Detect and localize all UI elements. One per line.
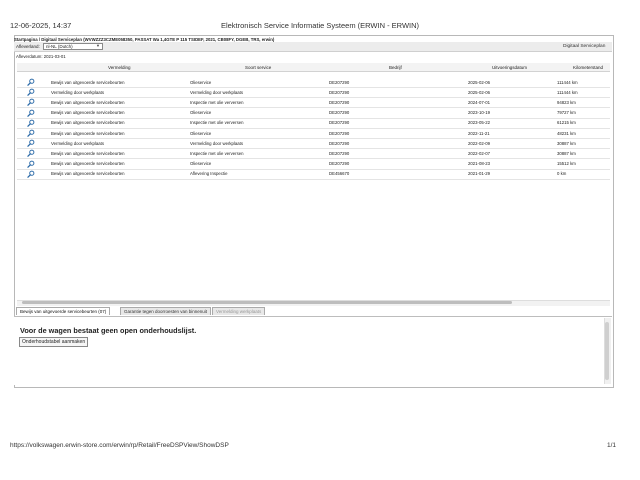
cell-vermelding: Vermelding door werkplaats — [51, 140, 105, 146]
magnifier-icon[interactable] — [27, 129, 35, 137]
cell-soort-service: Vermelding door werkplaats — [190, 140, 244, 146]
cell-vermelding: Vermelding door werkplaats — [51, 89, 105, 95]
cell-kilometerstand: 30887 km — [557, 140, 576, 146]
cell-uitvoeringsdatum: 2023-10-19 — [468, 110, 490, 116]
delivery-date: Afleverdatum: 2021-03-01 — [16, 54, 66, 59]
magnifier-icon[interactable] — [27, 139, 35, 147]
market-select[interactable]: nl-NL (Dutch) — [43, 43, 103, 50]
cell-uitvoeringsdatum: 2025-02-06 — [468, 79, 490, 85]
cell-kilometerstand: 79727 km — [557, 110, 576, 116]
magnifier-icon[interactable] — [27, 170, 35, 178]
cell-uitvoeringsdatum: 2022-02-09 — [468, 140, 490, 146]
cell-soort-service: Olieservice — [190, 110, 212, 116]
toolbar — [14, 42, 612, 52]
cell-soort-service: Inspectie met olie verversen — [190, 150, 244, 156]
cell-bedrijf: DE456670 — [329, 171, 350, 177]
column-header-uitvoeringsdatum[interactable]: Uitvoeringsdatum — [492, 64, 528, 70]
cell-uitvoeringsdatum: 2021-01-29 — [468, 171, 490, 177]
magnifier-icon[interactable] — [27, 78, 35, 86]
cell-vermelding: Bewijs van uitgevoerde servicebeurten — [51, 130, 125, 136]
cell-uitvoeringsdatum: 2023-05-22 — [468, 120, 490, 126]
cell-uitvoeringsdatum: 2024-07-01 — [468, 99, 490, 105]
cell-soort-service: Inspectie met olie verversen — [190, 99, 244, 105]
chevron-down-icon[interactable]: ▼ — [96, 43, 100, 48]
cell-uitvoeringsdatum: 2021-08-23 — [468, 161, 490, 167]
tab-rust-warranty[interactable]: Garantie tegen doorroesten van binnenuit — [120, 307, 211, 315]
cell-vermelding: Bewijs van uitgevoerde servicebeurten — [51, 161, 125, 167]
cell-vermelding: Bewijs van uitgevoerde servicebeurten — [51, 99, 125, 105]
column-header-soort-service[interactable]: Soort service — [245, 64, 272, 70]
cell-soort-service: Aflevering Inspectie — [190, 171, 228, 177]
cell-bedrijf: DE207290 — [329, 140, 350, 146]
market-label: Afleverland: — [16, 43, 40, 49]
no-maintenance-list-message: Voor de wagen bestaat geen open onderhoudslijst. — [20, 326, 197, 335]
breadcrumb[interactable]: Startpagina / Digitaal Serviceplan (WVWZZZ3CZME058350, PASSAT Wa 1,4GTE P 115 TSIDEF, 2021, CB08FY, DGEB, TRS, erwin) — [14, 37, 275, 42]
cell-uitvoeringsdatum: 2022-02-07 — [468, 150, 490, 156]
print-datetime: 12-06-2025, 14:37 — [10, 21, 72, 30]
tab-digital-serviceplan[interactable]: Digitaal Serviceplan — [563, 43, 606, 49]
cell-kilometerstand: 61215 km — [557, 120, 576, 126]
column-header-kilometerstand[interactable]: Kilometerstand — [573, 64, 604, 70]
magnifier-icon[interactable] — [27, 109, 35, 117]
cell-kilometerstand: 111444 km — [557, 79, 578, 85]
cell-uitvoeringsdatum: 2022-11-21 — [468, 130, 490, 136]
table-row[interactable] — [17, 169, 610, 180]
column-header-bedrijf[interactable]: Bedrijf — [389, 64, 402, 70]
print-title: Elektronisch Service Informatie Systeem (ERWIN - ERWIN) — [220, 21, 420, 30]
cell-kilometerstand: 30887 km — [557, 150, 576, 156]
cell-bedrijf: DE207290 — [329, 89, 350, 95]
magnifier-icon[interactable] — [27, 88, 35, 96]
cell-bedrijf: DE207290 — [329, 130, 350, 136]
cell-uitvoeringsdatum: 2025-02-06 — [468, 89, 490, 95]
cell-vermelding: Bewijs van uitgevoerde servicebeurten — [51, 79, 125, 85]
print-page-number: 1/1 — [607, 442, 617, 449]
cell-soort-service: Olieservice — [190, 79, 212, 85]
create-maintenance-table-button[interactable]: Onderhoudstabel aanmaken — [19, 337, 88, 347]
cell-kilometerstand: 15512 km — [557, 161, 576, 167]
cell-bedrijf: DE207290 — [329, 79, 350, 85]
cell-bedrijf: DE207290 — [329, 99, 350, 105]
tab-workshop-note[interactable]: Vermelding werkplaats — [212, 307, 265, 315]
magnifier-icon[interactable] — [27, 149, 35, 157]
magnifier-icon[interactable] — [27, 160, 35, 168]
cell-soort-service: Olieservice — [190, 161, 212, 167]
tab-service-proof[interactable]: Bewijs van uitgevoerde servicebeurten (07) — [16, 307, 110, 315]
cell-soort-service: Vermelding door werkplaats — [190, 89, 244, 95]
cell-bedrijf: DE207290 — [329, 150, 350, 156]
cell-soort-service: Inspectie met olie verversen — [190, 120, 244, 126]
magnifier-icon[interactable] — [27, 119, 35, 127]
cell-kilometerstand: 94823 km — [557, 99, 576, 105]
cell-vermelding: Bewijs van uitgevoerde servicebeurten — [51, 120, 125, 126]
cell-kilometerstand: 111444 km — [557, 89, 578, 95]
column-header-vermelding[interactable]: Vermelding — [108, 64, 131, 70]
cell-bedrijf: DE207290 — [329, 161, 350, 167]
cell-vermelding: Bewijs van uitgevoerde servicebeurten — [51, 171, 125, 177]
cell-vermelding: Bewijs van uitgevoerde servicebeurten — [51, 110, 125, 116]
horizontal-scrollbar-thumb[interactable] — [22, 301, 512, 304]
cell-vermelding: Bewijs van uitgevoerde servicebeurten — [51, 150, 125, 156]
print-url: https://volkswagen.erwin-store.com/erwin/rp/Retail/FreeDSPView/ShowDSP — [10, 442, 229, 449]
vertical-scrollbar-thumb[interactable] — [605, 322, 609, 380]
magnifier-icon[interactable] — [27, 98, 35, 106]
cell-kilometerstand: 0 km — [557, 171, 567, 177]
cell-bedrijf: DE207290 — [329, 110, 350, 116]
cell-soort-service: Olieservice — [190, 130, 212, 136]
cell-bedrijf: DE207290 — [329, 120, 350, 126]
cell-kilometerstand: 48231 km — [557, 130, 576, 136]
